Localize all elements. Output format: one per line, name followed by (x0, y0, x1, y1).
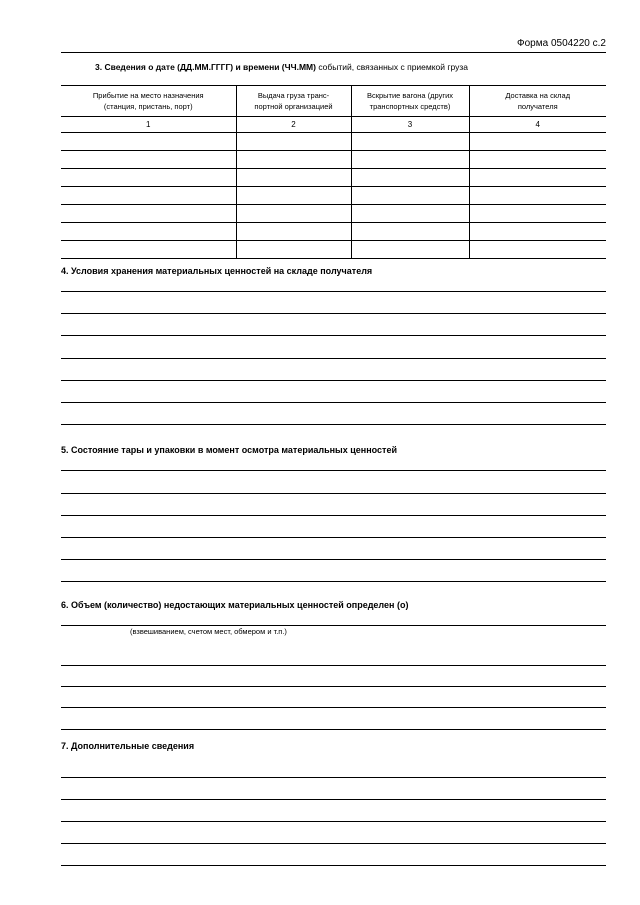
table-cell[interactable] (351, 169, 469, 187)
section5-title: 5. Состояние тары и упаковки в момент осмотра материальных ценностей (61, 445, 397, 455)
section4-line[interactable] (61, 335, 606, 336)
table-cell[interactable] (351, 205, 469, 223)
section7-line[interactable] (61, 865, 606, 866)
events-table-header (61, 86, 606, 117)
table-cell[interactable] (236, 151, 351, 169)
section7-line[interactable] (61, 777, 606, 778)
section7-line[interactable] (61, 821, 606, 822)
section6-title: 6. Объем (количество) недостающих материальных ценностей определен (о) (61, 600, 409, 610)
table-cell[interactable] (61, 205, 236, 223)
table-row (61, 241, 606, 259)
table-cell[interactable] (236, 169, 351, 187)
section4-line[interactable] (61, 402, 606, 403)
table-cell[interactable] (236, 187, 351, 205)
section4-line[interactable] (61, 291, 606, 292)
section5-line[interactable] (61, 493, 606, 494)
table-cell[interactable] (351, 133, 469, 151)
table-cell[interactable] (61, 223, 236, 241)
top-rule (61, 52, 606, 53)
col-number: 1 (61, 117, 236, 133)
col-number: 3 (351, 117, 469, 133)
table-cell[interactable] (61, 187, 236, 205)
section6-line[interactable] (61, 729, 606, 730)
column-numbers-row (61, 117, 606, 133)
table-cell[interactable] (236, 133, 351, 151)
table-row (61, 169, 606, 187)
table-cell[interactable] (469, 133, 606, 151)
table-row (61, 187, 606, 205)
section6-line[interactable] (61, 707, 606, 708)
section5-line[interactable] (61, 515, 606, 516)
table-cell[interactable] (351, 151, 469, 169)
table-cell[interactable] (236, 223, 351, 241)
table-cell[interactable] (469, 241, 606, 259)
col-header-opening: Вскрытие вагона (других транспортных средств) (351, 86, 469, 117)
section6-line[interactable] (61, 665, 606, 666)
section5-line[interactable] (61, 470, 606, 471)
table-cell[interactable] (469, 205, 606, 223)
table-cell[interactable] (61, 151, 236, 169)
table-cell[interactable] (469, 187, 606, 205)
section7-line[interactable] (61, 799, 606, 800)
section6-method-line[interactable] (61, 625, 606, 626)
events-table (61, 85, 606, 259)
table-cell[interactable] (469, 169, 606, 187)
section4-line[interactable] (61, 424, 606, 425)
section3-title-bold: 3. Сведения о дате (ДД.ММ.ГГГГ) и времени (ЧЧ.ММ) (95, 62, 316, 72)
section3-title (95, 62, 468, 72)
table-row (61, 151, 606, 169)
table-cell[interactable] (236, 205, 351, 223)
section4-line[interactable] (61, 380, 606, 381)
table-cell[interactable] (469, 223, 606, 241)
table-cell[interactable] (61, 169, 236, 187)
section7-line[interactable] (61, 843, 606, 844)
table-cell[interactable] (351, 187, 469, 205)
section6-hint: (взвешиванием, счетом мест, обмером и т.п.) (130, 627, 287, 636)
section5-line[interactable] (61, 581, 606, 582)
table-cell[interactable] (351, 223, 469, 241)
table-row (61, 223, 606, 241)
col-header-delivery: Доставка на склад получателя (469, 86, 606, 117)
section4-line[interactable] (61, 358, 606, 359)
section5-line[interactable] (61, 537, 606, 538)
form-id: Форма 0504220 с.2 (517, 38, 606, 49)
table-cell[interactable] (351, 241, 469, 259)
table-cell[interactable] (61, 241, 236, 259)
table-row (61, 205, 606, 223)
col-number: 2 (236, 117, 351, 133)
section3-title-rest: событий, связанных с приемкой груза (315, 62, 469, 72)
section7-title: 7. Дополнительные сведения (61, 741, 195, 751)
col-header-issue: Выдача груза транс- портной организацией (236, 86, 351, 117)
table-cell[interactable] (236, 241, 351, 259)
section5-line[interactable] (61, 559, 606, 560)
col-number: 4 (469, 117, 606, 133)
section4-line[interactable] (61, 313, 606, 314)
section6-line[interactable] (61, 686, 606, 687)
table-row (61, 133, 606, 151)
table-cell[interactable] (469, 151, 606, 169)
col-header-arrival: Прибытие на место назначения (станция, пристань, порт) (61, 86, 236, 117)
table-cell[interactable] (61, 133, 236, 151)
section4-title: 4. Условия хранения материальных ценностей на складе получателя (61, 266, 373, 276)
